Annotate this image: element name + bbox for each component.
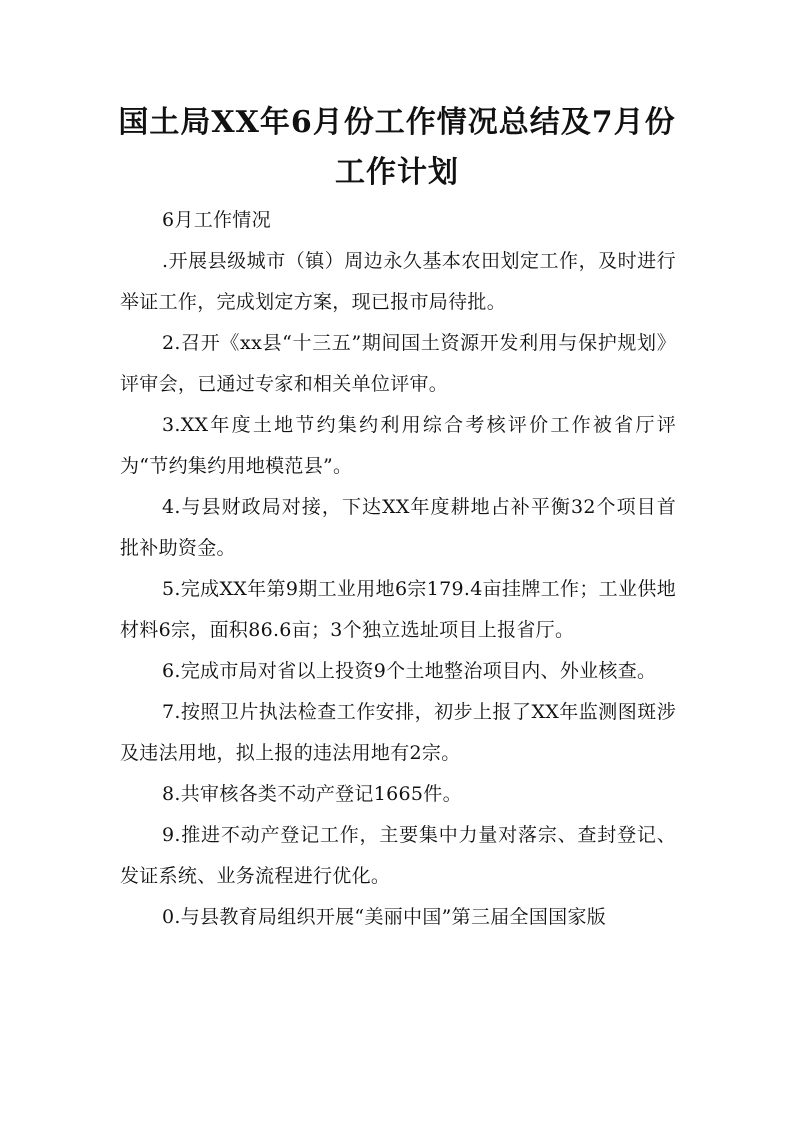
paragraph-item-10: 0.与县教育局组织开展“美丽中国”第三届全国国家版 (162, 906, 607, 928)
paragraph-item-3: 3.XX年度土地节约集约利用综合考核评价工作被省厅评为“节约集约用地模范县”。 (120, 414, 676, 477)
paragraph-item-7: 7.按照卫片执法检查工作安排，初步上报了XX年监测图斑涉及违法用地，拟上报的违法用地有2宗。 (120, 701, 676, 764)
paragraph-item-4: 4.与县财政局对接，下达XX年度耕地占补平衡32个项目首批补助资金。 (120, 496, 676, 559)
document-body (120, 200, 676, 938)
paragraph-item-2: 2.召开《xx县“十三五”期间国土资源开发利用与保护规划》评审会，已通过专家和相关单位评审。 (120, 332, 676, 395)
paragraph-item-5: 5.完成XX年第9期工业用地6宗179.4亩挂牌工作；工业供地材料6宗，面积86.6亩；3个独立选址项目上报省厅。 (120, 578, 676, 641)
paragraph-item-9: 9.推进不动产登记工作，主要集中力量对落宗、查封登记、发证系统、业务流程进行优化。 (120, 824, 676, 887)
document-title: 国土局XX年6月份工作情况总结及7月份工作计划 (118, 105, 676, 190)
paragraph-item-1: .开展县级城市（镇）周边永久基本农田划定工作，及时进行举证工作，完成划定方案，现已报市局待批。 (120, 250, 676, 313)
paragraph-item-8: 8.共审核各类不动产登记1665件。 (162, 783, 462, 805)
paragraph-section-heading: 6月工作情况 (162, 209, 271, 231)
paragraph-item-6: 6.完成市局对省以上投资9个土地整治项目内、外业核查。 (162, 660, 657, 682)
